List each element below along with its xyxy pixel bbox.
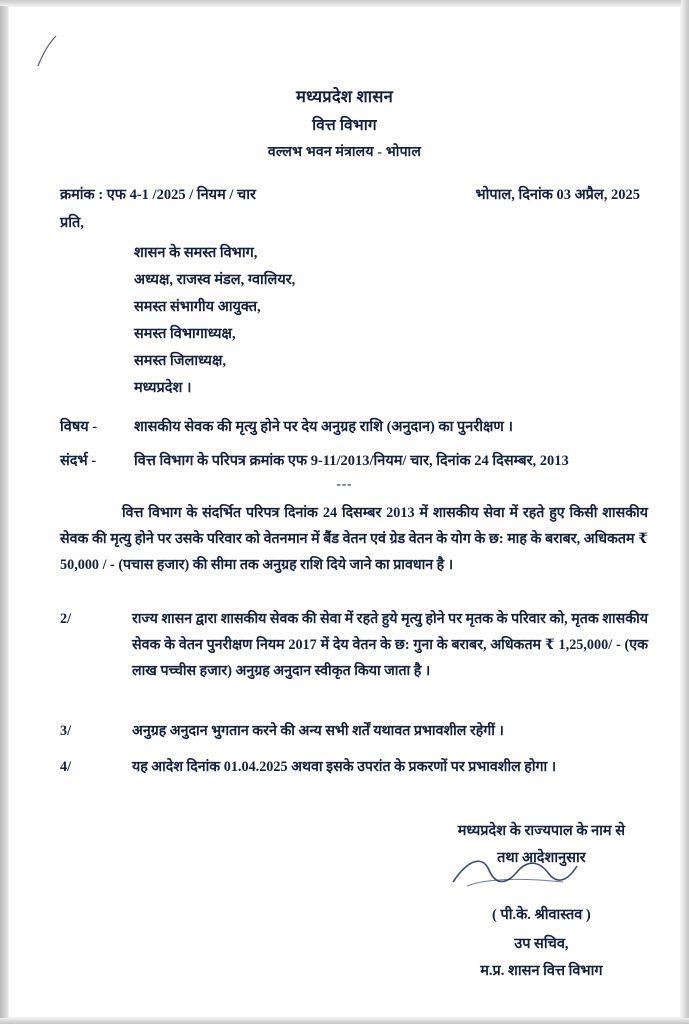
paragraph-2-number: 2/ bbox=[60, 611, 72, 627]
signature-block bbox=[458, 818, 625, 985]
header-line-2: वित्त विभाग bbox=[312, 117, 377, 134]
place-and-date: भोपाल, दिनांक 03 अप्रैल, 2025 bbox=[475, 187, 640, 203]
signatory-designation-2: म.प्र. शासन वित्त विभाग bbox=[480, 963, 603, 979]
signatory-name: ( पी.के. श्रीवास्तव ) bbox=[492, 907, 591, 923]
document-paper bbox=[8, 6, 681, 1018]
paragraph-2 bbox=[60, 606, 648, 684]
signature-authority-line-1: मध्यप्रदेश के राज्यपाल के नाम से bbox=[457, 823, 625, 839]
document-header bbox=[8, 84, 681, 161]
addressee-list bbox=[134, 240, 295, 402]
list-item: मध्यप्रदेश । bbox=[134, 380, 192, 396]
subject-text: शासकीय सेवक की मृत्यु होने पर देय अनुग्रह राशि (अनुदान) का पुनरीक्षण । bbox=[134, 419, 513, 435]
header-line-1: मध्यप्रदेश शासन bbox=[296, 87, 393, 106]
paragraph-3 bbox=[60, 718, 648, 744]
paragraph-2-text: राज्य शासन द्वारा शासकीय सेवक की सेवा में रहते हुये मृत्यु होने पर मृतक के परिवार को, मृतक शासकीय सेवक के वेतन पुनरीक्षण नियम 2017 में देय वेतन के छ: गुना के बराबर, अधिकतम ₹ 1,25,000/ - (एक लाख पच्चीस हजार) अनुग्रह अनुदान स्वीकृत किया जाता है । bbox=[132, 611, 648, 679]
paragraph-4-number: 4/ bbox=[60, 759, 72, 775]
document-meta-row bbox=[60, 184, 640, 204]
subject-label: विषय - bbox=[60, 419, 98, 435]
list-item: समस्त विभागाध्यक्ष, bbox=[134, 326, 236, 342]
subject-line bbox=[60, 416, 660, 436]
paragraph-1: वित्त विभाग के संदर्भित परिपत्र दिनांक 24 दिसम्बर 2013 में शासकीय सेवा में रहते हुए किसी शासकीय सेवक की मृत्यु होने पर उसके परिवार को वेतनमान में बैंड वेतन एवं ग्रेड वेतन के योग के छ: माह के बराबर, अधिकतम ₹ 50,000 / - (पचास हजार) की सीमा तक अनुग्रह राशि दिये जाने का प्रावधान है । bbox=[60, 505, 648, 573]
list-item: समस्त संभागीय आयुक्त, bbox=[134, 299, 261, 315]
reference-label: संदर्भ - bbox=[60, 453, 97, 469]
paragraph-4 bbox=[60, 754, 648, 780]
page-edge-right bbox=[681, 0, 689, 1024]
list-item: अध्यक्ष, राजस्व मंडल, ग्वालियर, bbox=[134, 272, 296, 288]
header-line-3: वल्लभ भवन मंत्रालय - भोपाल bbox=[267, 145, 422, 160]
subject-reference-block bbox=[60, 416, 660, 484]
reference-number: क्रमांक : एफ 4-1 /2025 / नियम / चार bbox=[60, 187, 256, 203]
section-divider: --- bbox=[336, 476, 353, 491]
signatory-designation-1: उप सचिव, bbox=[514, 936, 569, 952]
reference-line bbox=[60, 450, 660, 470]
corner-fold-mark-icon bbox=[36, 34, 62, 68]
signature-authority-line-2: तथा आदेशानुसार bbox=[497, 850, 586, 866]
list-item: शासन के समस्त विभाग, bbox=[134, 245, 258, 261]
list-item: समस्त जिलाध्यक्ष, bbox=[134, 353, 226, 369]
paragraph-3-text: अनुग्रह अनुदान भुगतान करने की अन्य सभी शर्तें यथावत प्रभावशील रहेगीं । bbox=[132, 723, 504, 739]
paragraph-3-number: 3/ bbox=[60, 723, 72, 739]
reference-text: वित्त विभाग के परिपत्र क्रमांक एफ 9-11/2013/नियम/ चार, दिनांक 24 दिसम्बर, 2013 bbox=[134, 453, 569, 469]
paragraph-4-text: यह आदेश दिनांक 01.04.2025 अथवा इसके उपरांत के प्रकरणों पर प्रभावशील होगा । bbox=[132, 759, 557, 775]
salutation: प्रति, bbox=[60, 215, 84, 231]
page-edge-bottom bbox=[0, 1018, 689, 1024]
